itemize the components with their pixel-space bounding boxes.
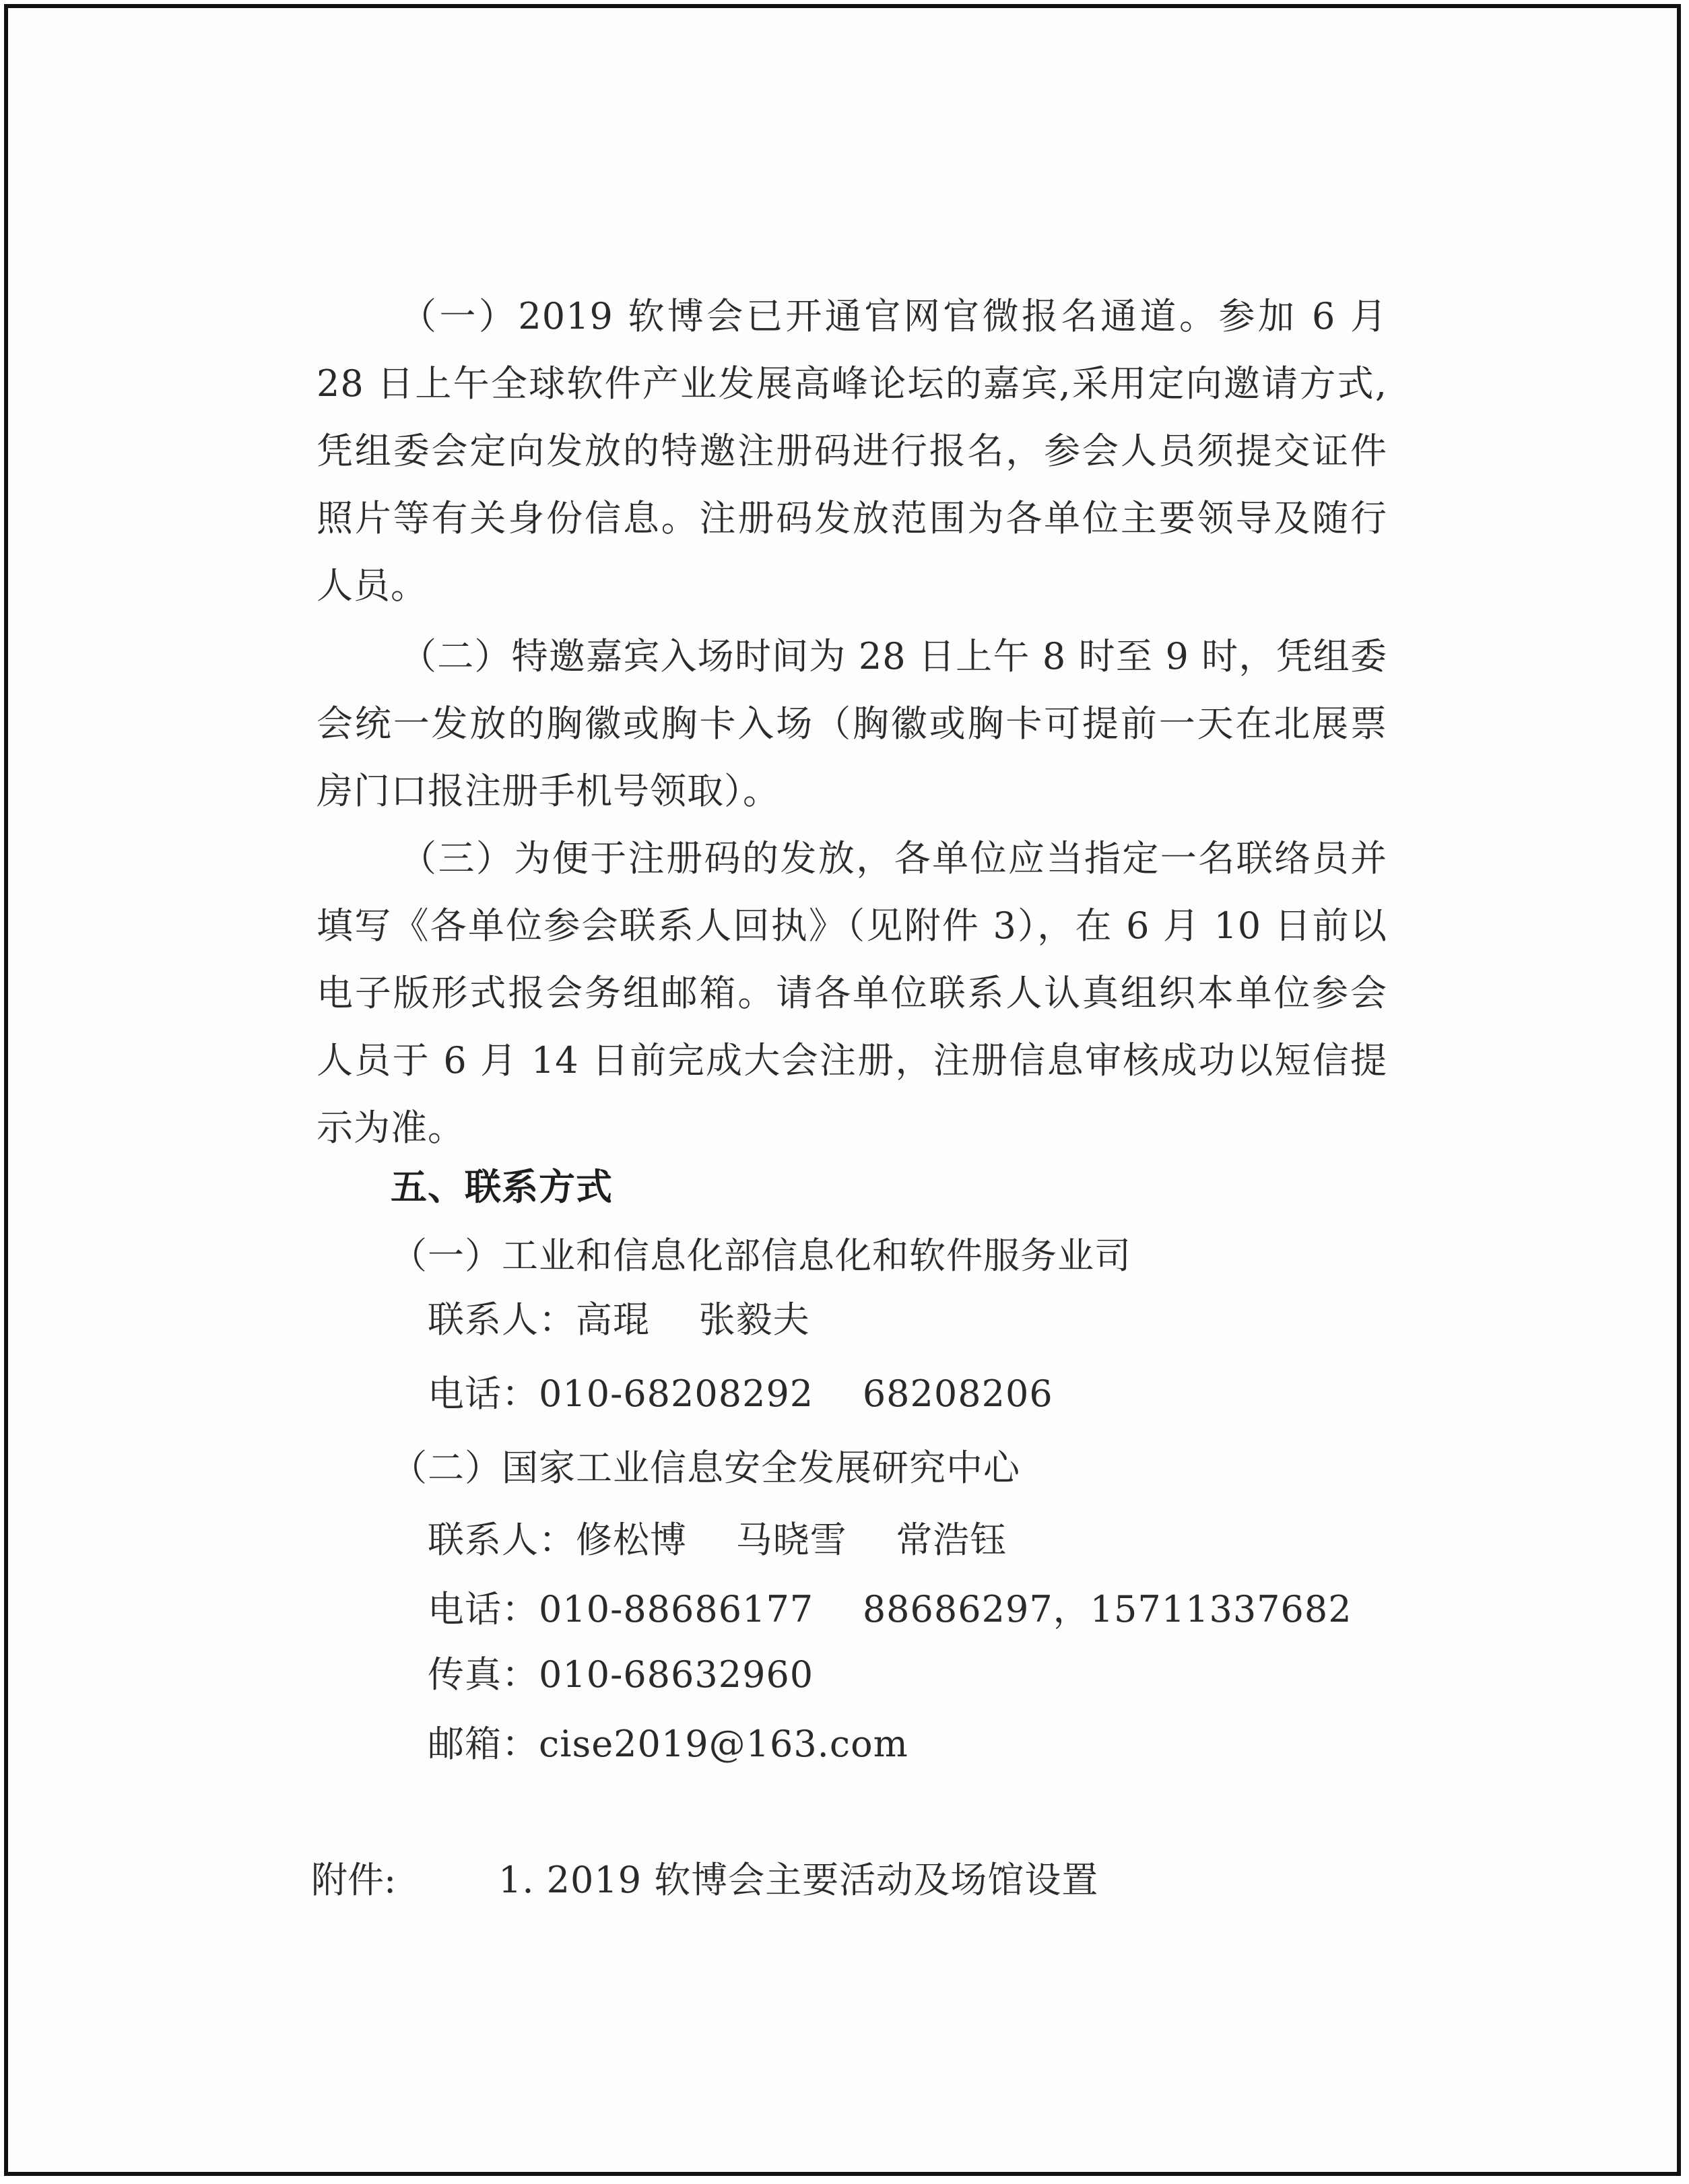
org2-fax: 传真：010-68632960 — [428, 1653, 814, 1696]
org1-phone: 电话：010-68208292 68208206 — [428, 1372, 1053, 1415]
paragraph-entry-time: （二）特邀嘉宾入场时间为 28 日上午 8 时至 9 时，凭组委会统一发放的胸徽或胸卡入场（胸徽或胸卡可提前一天在北展票房门口报注册手机号领取）。 — [317, 635, 1387, 812]
org2-phone: 电话：010-88686177 88686297，15711337682 — [428, 1588, 1352, 1630]
org2-contact-persons: 联系人：修松博 马晓雪 常浩钰 — [428, 1519, 1007, 1561]
attachment-label: 附件: — [311, 1859, 397, 1901]
paragraph-registration-channel: （一）2019 软博会已开通官网官微报名通道。参加 6 月 28 日上午全球软件产业发展高峰论坛的嘉宾,采用定向邀请方式,凭组委会定向发放的特邀注册码进行报名，参会人员须提交证件照片等有关身份信息。注册码发放范围为各单位主要领导及随行人员。 — [317, 295, 1387, 607]
attachment-item-1: 1. 2019 软博会主要活动及场馆设置 — [498, 1859, 1099, 1901]
org1-contact-persons: 联系人：高琨 张毅夫 — [428, 1298, 810, 1341]
org2-email: 邮箱：cise2019@163.com — [428, 1723, 908, 1765]
section-heading-contact: 五、联系方式 — [391, 1166, 613, 1208]
org1-title: （一）工业和信息化部信息化和软件服务业司 — [391, 1234, 1131, 1277]
paragraph-liaison: （三）为便于注册码的发放，各单位应当指定一名联络员并填写《各单位参会联系人回执》（见附件 3），在 6 月 10 日前以电子版形式报会务组邮箱。请各单位联系人认真组织本单位参会人员于 6 月 14 日前完成大会注册，注册信息审核成功以短信提示为准。 — [317, 837, 1387, 1149]
org2-title: （二）国家工业信息安全发展研究中心 — [391, 1447, 1020, 1489]
